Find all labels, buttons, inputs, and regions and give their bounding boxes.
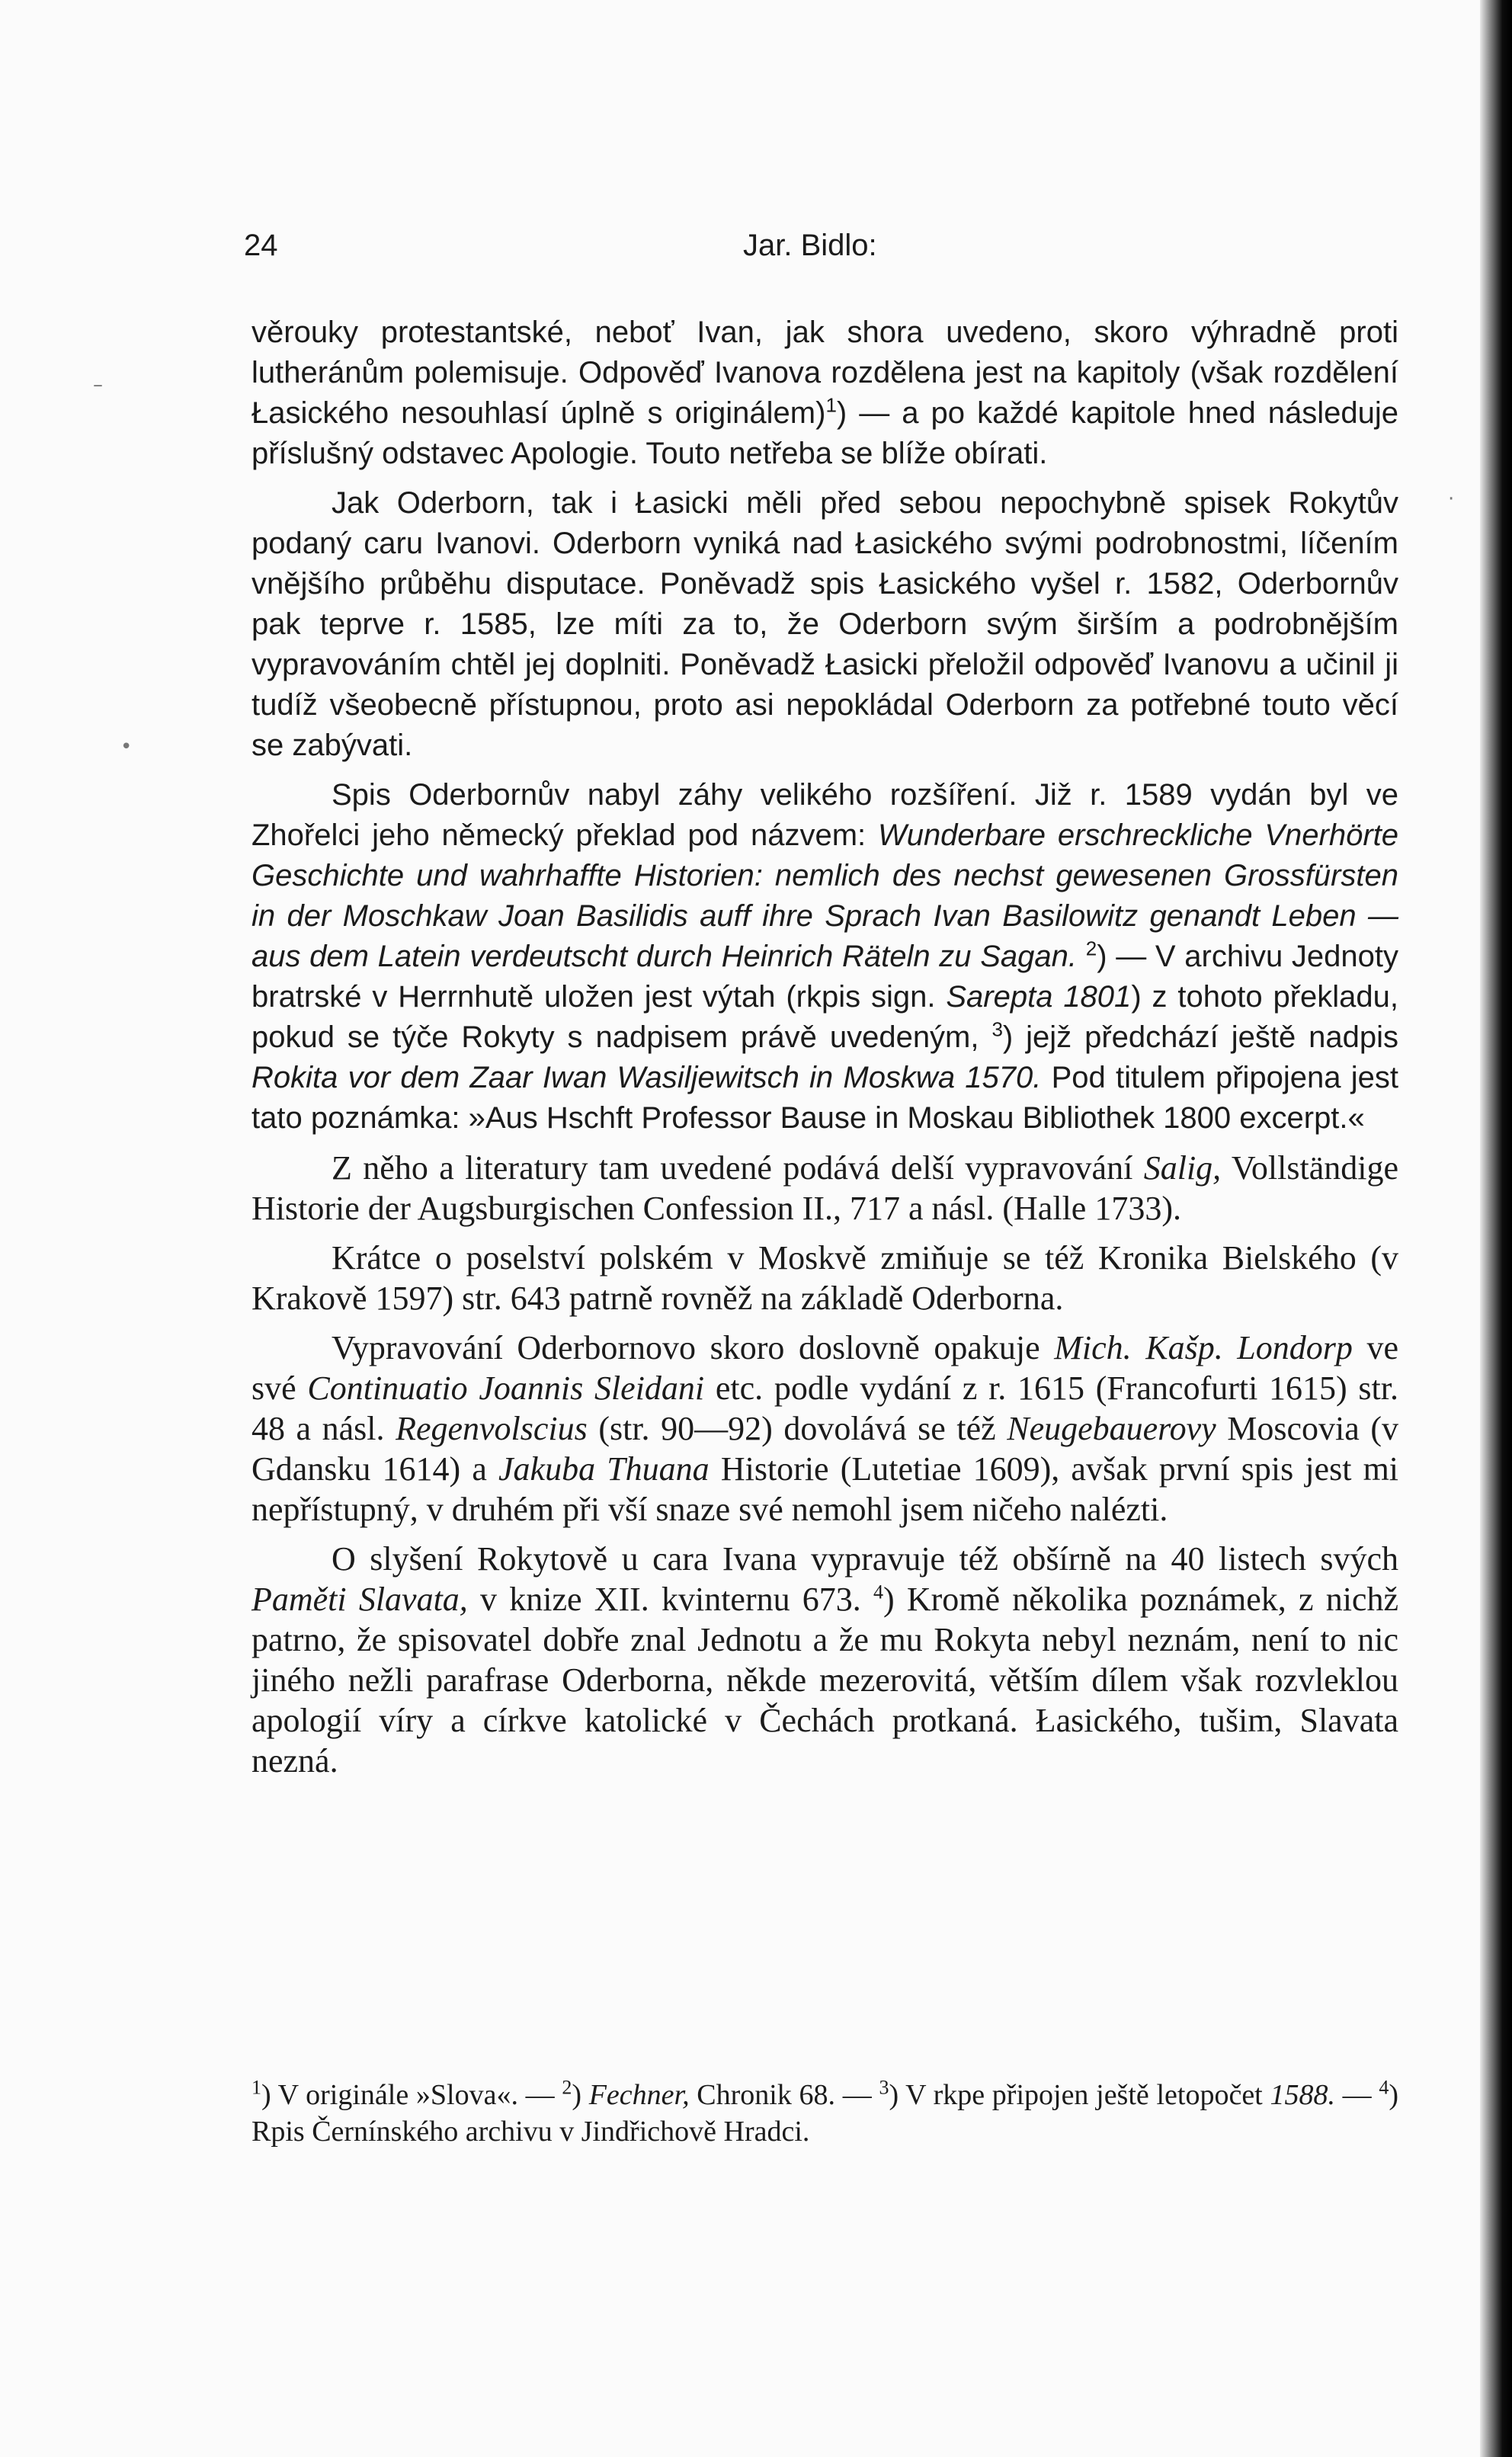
paragraph: věrouky protestantské, neboť Ivan, jak shora uvedeno, skoro výhradně proti lutheránům polemisuje. Odpověď Ivanova rozdělena jest na kapitoly (však rozdělení Łasického nesouhlasí úplně s originálem)$^1$) — a po každé kapitole hned následuje příslušný odstavec Apologie. Touto netřeba se blíže obírati. [251, 316, 1399, 470]
book-title: Wunderbare erschreckliche Vnerhörte Geschichte und wahrhaffte Historien: nemlich des nechst gewesenen Grossfürsten in der Moschkaw Joan Basilidis auff ihre Sprach Ivan Basilowitz genandt Leben — aus dem Latein verdeutscht durch Heinrich Räteln zu Sagan. [251, 818, 1398, 973]
paragraph: Krátce o poselství polském v Moskvě zmiňuje se též Kronika Bielského (v Krakově 1597) str. 643 patrně rovněž na základě Oderborna. [251, 1239, 1398, 1317]
body-text [251, 312, 1398, 1781]
margin-mark: – [93, 373, 103, 396]
book-title: Rokita vor dem Zaar Iwan Wasiljewitsch in Moskwa 1570. [251, 1061, 1042, 1094]
footnote-ref: 2 [1085, 937, 1097, 960]
author-name: Mich. Kašp. Londorp [1054, 1329, 1353, 1366]
manuscript-sign: Sarepta 1801 [946, 980, 1132, 1014]
footnote-ref: 4 [873, 1581, 884, 1603]
footnote-ref: 3 [991, 1017, 1003, 1041]
margin-mark: • [120, 735, 133, 758]
running-head: Jar. Bidlo: [743, 229, 877, 262]
scan-edge [1480, 0, 1512, 2457]
footnote-line: $^1$) V originále »Slova«. — $^2$) Fechner, Chronik 68. — $^3$) V rkpe připojen ještě letopočet 1588. — $^4$) Rpis Černínského archivu v Jindřichově Hradci. [251, 2076, 1399, 2148]
author-name: Salig, [1143, 1149, 1222, 1187]
paragraph: Z něho a literatury tam uvedené podává delší vypravování Salig, Vollständige Historie der Augsburgischen Confession II., 717 a násl. (Halle 1733). [251, 1149, 1399, 1227]
paragraph: Vypravování Oderbornovo skoro doslovně opakuje Mich. Kašp. Londorp ve své Continuatio Joannis Sleidani etc. podle vydání z r. 1615 (Francofurti 1615) str. 48 a násl. Regenvolscius (str. 90—92) dovolává se též Neugebauerovy Moscovia (v Gdansku 1614) a Jakuba Thuana Historie (Lutetiae 1609), avšak první spis jest mi nepřístupný, v druhém při vší snaze své nemohl jsem ničeho nalézti. [251, 1329, 1399, 1528]
footnotes [251, 2077, 1398, 2150]
author-name: Jakuba Thuana [498, 1450, 710, 1488]
author-name: Regenvolscius [396, 1410, 588, 1447]
book-title: Continuatio Joannis Sleidani [307, 1369, 705, 1407]
author-name: Neugebauerovy [1007, 1410, 1216, 1447]
footnote-ref: 1 [825, 393, 837, 417]
book-title: Paměti Slavata, [251, 1581, 468, 1618]
page-number: 24 [244, 229, 278, 262]
margin-mark: · [1448, 488, 1455, 511]
paragraph: Spis Oderbornův nabyl záhy velikého rozšíření. Již r. 1589 vydán byl ve Zhořelci jeho německý překlad pod názvem: Wunderbare erschreckliche Vnerhörte Geschichte und wahrhaffte Historien: nemlich des nechst gewesenen Grossfürsten in der Moschkaw Joan Basilidis auff ihre Sprach Ivan Basilowitz genandt Leben — aus dem Latein verdeutscht durch Heinrich Räteln zu Sagan. $^2$) — V archivu Jednoty bratrské v Herrnhutě uložen jest výtah (rkpis sign. Sarepta 1801) z tohoto překladu, pokud se týče Rokyty s nadpisem právě uvedeným, $^3$) jejž předchází ještě nadpis Rokita vor dem Zaar Iwan Wasiljewitsch in Moskwa 1570. Pod titulem připojena jest tato poznámka: »Aus Hschft Professor Bause in Moskau Bibliothek 1800 excerpt.« [251, 778, 1399, 1135]
paragraph: O slyšení Rokytově u cara Ivana vypravuje též obšírně na 40 listech svých Paměti Slavata, v knize XII. kvinternu 673. $^4$) Kromě několika poznámek, z nichž patrno, že spisovatel dobře znal Jednotu a že mu Rokyta nebyl neznám, není to nic jiného nežli parafrase Oderborna, někde mezerovitá, větším dílem však rozvleklou apologií víry a církve katolické v Čechách protkaná. Łasického, tušim, Slavata nezná. [251, 1540, 1398, 1779]
paragraph: Jak Oderborn, tak i Łasicki měli před sebou nepochybně spisek Rokytův podaný caru Ivanovi. Oderborn vyniká nad Łasického svými podrobnostmi, líčením vnějšího průběhu disputace. Poněvadž spis Łasického vyšel r. 1582, Oderbornův pak teprve r. 1585, lze míti za to, že Oderborn svým širším a podrobnějším vypravováním chtěl jej doplniti. Poněvadž Łasicki přeložil odpověď Ivanovu a učinil ji tudíž všeobecně přístupnou, proto asi nepokládal Oderborn za potřebné touto věcí se zabývati. [251, 486, 1398, 762]
page-header [225, 229, 1402, 290]
